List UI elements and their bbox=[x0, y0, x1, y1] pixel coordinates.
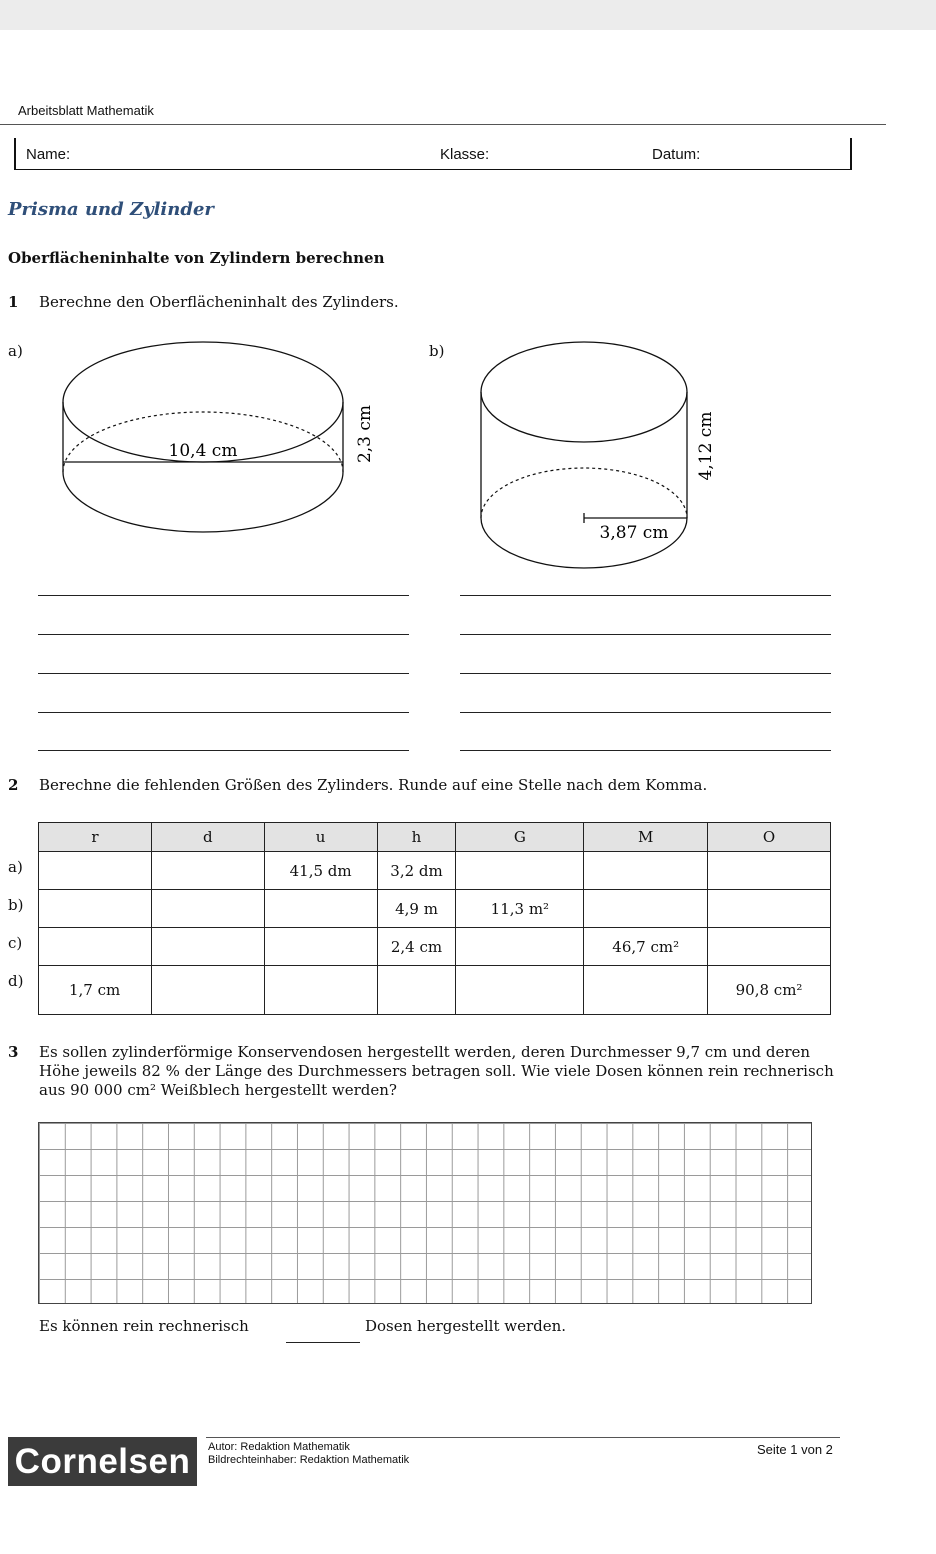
cylinder-b-figure bbox=[470, 330, 730, 580]
table-cell: 2,4 cm bbox=[377, 928, 456, 966]
cylinder-a-body bbox=[63, 402, 343, 532]
section-title: Prisma und Zylinder bbox=[8, 199, 214, 220]
task-3-line: Höhe jeweils 82 % der Länge des Durchmessers betragen soll. Wie viele Dosen können rein rechnerisch bbox=[39, 1062, 834, 1080]
table-cell: 3,2 dm bbox=[377, 852, 456, 890]
task-2-text: Berechne die fehlenden Größen des Zylinders. Runde auf eine Stelle nach dem Komma. bbox=[39, 776, 708, 794]
footer-rights: Bildrechteinhaber: Redaktion Mathematik bbox=[208, 1454, 410, 1466]
table-cell: 11,3 m² bbox=[456, 890, 584, 928]
table-cell[interactable] bbox=[151, 966, 264, 1015]
table-cell[interactable] bbox=[264, 928, 377, 966]
table-cell[interactable] bbox=[456, 928, 584, 966]
task-3-line: aus 90 000 cm² Weißblech hergestellt werden? bbox=[39, 1081, 397, 1099]
col-header-d: d bbox=[151, 823, 264, 852]
answer-line-a-5[interactable] bbox=[38, 750, 409, 751]
table-cell[interactable] bbox=[151, 852, 264, 890]
answer-line-a-1[interactable] bbox=[38, 595, 409, 596]
footer-divider bbox=[206, 1437, 840, 1438]
answer-prefix: Es können rein rechnerisch bbox=[39, 1317, 249, 1335]
table-cell[interactable] bbox=[584, 890, 708, 928]
task-2-number: 2 bbox=[8, 776, 19, 794]
cylinder-b-top-ellipse bbox=[481, 342, 687, 442]
table-cell[interactable] bbox=[708, 928, 831, 966]
task-1-text: Berechne den Oberflächeninhalt des Zylinders. bbox=[39, 293, 399, 311]
table-cell[interactable] bbox=[584, 852, 708, 890]
table-row bbox=[39, 890, 831, 928]
name-label: Name: bbox=[26, 146, 71, 163]
answer-line-b-1[interactable] bbox=[460, 595, 831, 596]
table-cell[interactable] bbox=[377, 966, 456, 1015]
cylinder-b-height-label: 4,12 cm bbox=[696, 411, 716, 481]
table-cell: 4,9 m bbox=[377, 890, 456, 928]
cornelsen-logo: Cornelsen bbox=[8, 1437, 197, 1486]
cylinder-a-height-label: 2,3 cm bbox=[355, 404, 375, 464]
table-row bbox=[39, 852, 831, 890]
answer-suffix: Dosen hergestellt werden. bbox=[365, 1317, 567, 1335]
class-label: Klasse: bbox=[440, 146, 490, 163]
subsection-title: Oberflächeninhalte von Zylindern berechnen bbox=[8, 249, 385, 267]
name-class-date-box bbox=[14, 138, 852, 170]
task-2-row-label: b) bbox=[8, 896, 24, 914]
table-cell[interactable] bbox=[151, 928, 264, 966]
col-header-M: M bbox=[584, 823, 708, 852]
answer-blank[interactable] bbox=[286, 1342, 360, 1343]
table-cell: 46,7 cm² bbox=[584, 928, 708, 966]
answer-line-b-2[interactable] bbox=[460, 634, 831, 635]
worksheet-header-title: Arbeitsblatt Mathematik bbox=[18, 103, 154, 118]
table-cell[interactable] bbox=[584, 966, 708, 1015]
cylinder-b-radius-label: 3,87 cm bbox=[599, 523, 669, 543]
task-2-row-label: c) bbox=[8, 934, 23, 952]
task-2-row-label: d) bbox=[8, 972, 24, 990]
table-cell[interactable] bbox=[39, 852, 152, 890]
answer-line-b-5[interactable] bbox=[460, 750, 831, 751]
table-cell: 90,8 cm² bbox=[708, 966, 831, 1015]
table-row bbox=[39, 928, 831, 966]
col-header-h: h bbox=[377, 823, 456, 852]
answer-line-b-3[interactable] bbox=[460, 673, 831, 674]
header-divider bbox=[0, 124, 886, 125]
col-header-r: r bbox=[39, 823, 152, 852]
calculation-grid[interactable] bbox=[38, 1122, 812, 1304]
cylinder-a-figure bbox=[55, 330, 405, 540]
footer-author: Autor: Redaktion Mathematik bbox=[208, 1441, 350, 1453]
task-1b-label: b) bbox=[429, 342, 445, 360]
answer-line-a-4[interactable] bbox=[38, 712, 409, 713]
table-cell[interactable] bbox=[264, 890, 377, 928]
col-header-u: u bbox=[264, 823, 377, 852]
table-row bbox=[39, 966, 831, 1015]
task-2-row-label: a) bbox=[8, 858, 23, 876]
page-number: Seite 1 von 2 bbox=[757, 1442, 833, 1457]
cylinder-a-diameter-label: 10,4 cm bbox=[168, 441, 238, 461]
table-cell[interactable] bbox=[264, 966, 377, 1015]
task-1-number: 1 bbox=[8, 293, 19, 311]
task-3-number: 3 bbox=[8, 1043, 19, 1061]
table-cell[interactable] bbox=[39, 890, 152, 928]
task-3-text bbox=[39, 1043, 834, 1100]
table-cell[interactable] bbox=[39, 928, 152, 966]
table-cell: 41,5 dm bbox=[264, 852, 377, 890]
table-cell[interactable] bbox=[151, 890, 264, 928]
answer-line-a-3[interactable] bbox=[38, 673, 409, 674]
cylinder-values-table bbox=[38, 822, 831, 1015]
table-header-row bbox=[39, 823, 831, 852]
date-label: Datum: bbox=[652, 146, 701, 163]
table-cell[interactable] bbox=[456, 966, 584, 1015]
browser-top-bar bbox=[0, 0, 936, 30]
answer-line-a-2[interactable] bbox=[38, 634, 409, 635]
col-header-G: G bbox=[456, 823, 584, 852]
table-cell[interactable] bbox=[456, 852, 584, 890]
table-cell[interactable] bbox=[708, 852, 831, 890]
cylinder-b-hidden-edge bbox=[481, 468, 687, 518]
answer-line-b-4[interactable] bbox=[460, 712, 831, 713]
table-cell: 1,7 cm bbox=[39, 966, 152, 1015]
footer-credits bbox=[208, 1441, 409, 1467]
col-header-O: O bbox=[708, 823, 831, 852]
table-cell[interactable] bbox=[708, 890, 831, 928]
task-1a-label: a) bbox=[8, 342, 23, 360]
task-3-line: Es sollen zylinderförmige Konservendosen hergestellt werden, deren Durchmesser 9,7 cm und deren bbox=[39, 1043, 811, 1061]
